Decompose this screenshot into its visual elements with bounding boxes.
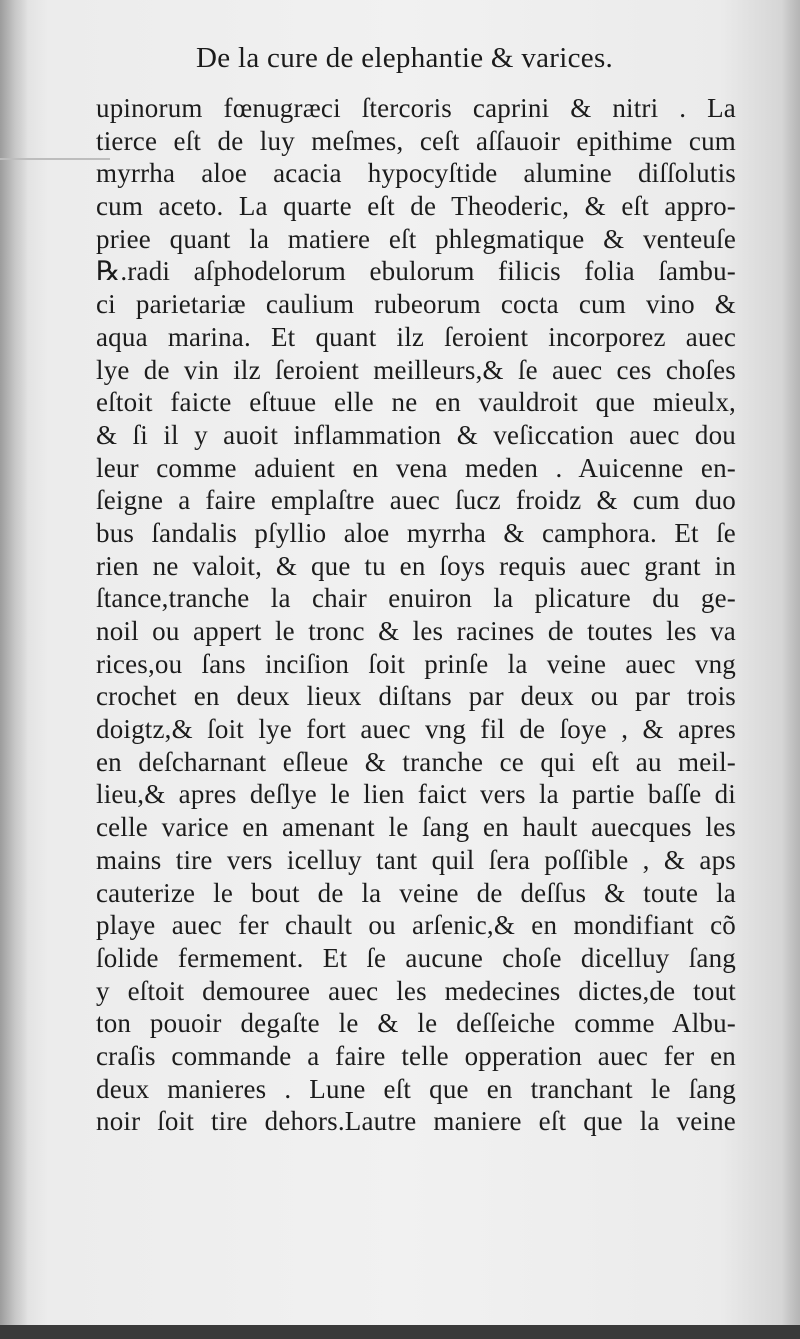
text-line: eſtoit faicte eſtuue elle ne en vauldroit que mieulx, xyxy=(96,387,736,418)
text-line: ton pouoir degaſte le & le deſſeiche comme Albu- xyxy=(96,1008,736,1039)
text-line: noir ſoit tire dehors.Lautre maniere eſt que la veine xyxy=(96,1106,736,1137)
page-bottom-edge xyxy=(0,1325,800,1339)
paper-fold-mark xyxy=(0,158,110,160)
text-line: bus ſandalis pſyllio aloe myrrha & camphora. Et ſe xyxy=(96,517,736,548)
text-line: ci parietariæ caulium rubeorum cocta cum vino & xyxy=(96,289,736,320)
text-line: priee quant la matiere eſt phlegmatique & venteuſe xyxy=(96,223,736,254)
text-line: noil ou appert le tronc & les racines de toutes les va xyxy=(96,616,736,646)
text-line: & ſi il y auoit inflammation & veſiccation auec dou xyxy=(96,419,736,450)
page-right-edge xyxy=(782,0,800,1339)
text-line: leur comme aduient en vena meden . Auicenne en- xyxy=(96,452,736,483)
binding-shadow xyxy=(0,0,28,1339)
text-line: aqua marina. Et quant ilz ſeroient incorporez auec xyxy=(96,321,736,352)
text-line: lye de vin ilz ſeroient meilleurs,& ſe auec ces choſes xyxy=(96,354,736,385)
text-line: mains tire vers icelluy tant quil ſera poſſible , & aps xyxy=(96,844,736,875)
text-line: y eſtoit demouree auec les medecines dictes,de tout xyxy=(96,975,736,1006)
text-line: craſis commande a faire telle opperation auec fer en xyxy=(96,1040,736,1071)
text-line: cum aceto. La quarte eſt de Theoderic, & eſt appro- xyxy=(96,191,736,222)
text-line: playe auec fer chault ou arſenic,& en mondifiant cõ xyxy=(96,910,736,941)
running-head: De la cure de elephantie & varices. xyxy=(196,42,614,74)
text-line: rices,ou ſans inciſion ſoit prinſe la veine auec vng xyxy=(96,648,736,679)
text-line: doigtz,& ſoit lye fort auec vng fil de ſoye , & apres xyxy=(96,714,736,745)
text-line: celle varice en amenant le ſang en hault auecques les xyxy=(96,812,736,843)
text-line: deux manieres . Lune eſt que en tranchant le ſang xyxy=(96,1073,736,1104)
text-line: en deſcharnant eſleue & tranche ce qui eſt au meil- xyxy=(96,746,736,777)
text-line: lieu,& apres deſlye le lien faict vers la partie baſſe di xyxy=(96,779,736,810)
text-line: myrrha aloe acacia hypocyſtide alumine diſſolutis xyxy=(96,158,736,189)
text-line: ℞.radi aſphodelorum ebulorum filicis folia ſambu- xyxy=(96,256,736,287)
text-line: upinorum fœnugræci ſtercoris caprini & nitri . La xyxy=(96,93,736,123)
text-line: ſeigne a faire emplaſtre auec ſucz froidz & cum duo xyxy=(96,485,736,516)
body-text xyxy=(96,92,736,1138)
text-line: ſolide fermement. Et ſe aucune choſe dicelluy ſang xyxy=(96,942,736,973)
text-line: cauterize le bout de la veine de deſſus & toute la xyxy=(96,877,736,908)
text-line: crochet en deux lieux diſtans par deux ou par trois xyxy=(96,681,736,712)
text-line: rien ne valoit, & que tu en ſoys requis auec grant in xyxy=(96,550,736,581)
text-line: ſtance,tranche la chair enuiron la plicature du ge- xyxy=(96,583,736,614)
text-line: tierce eſt de luy meſmes, ceſt aſſauoir epithime cum xyxy=(96,125,736,156)
